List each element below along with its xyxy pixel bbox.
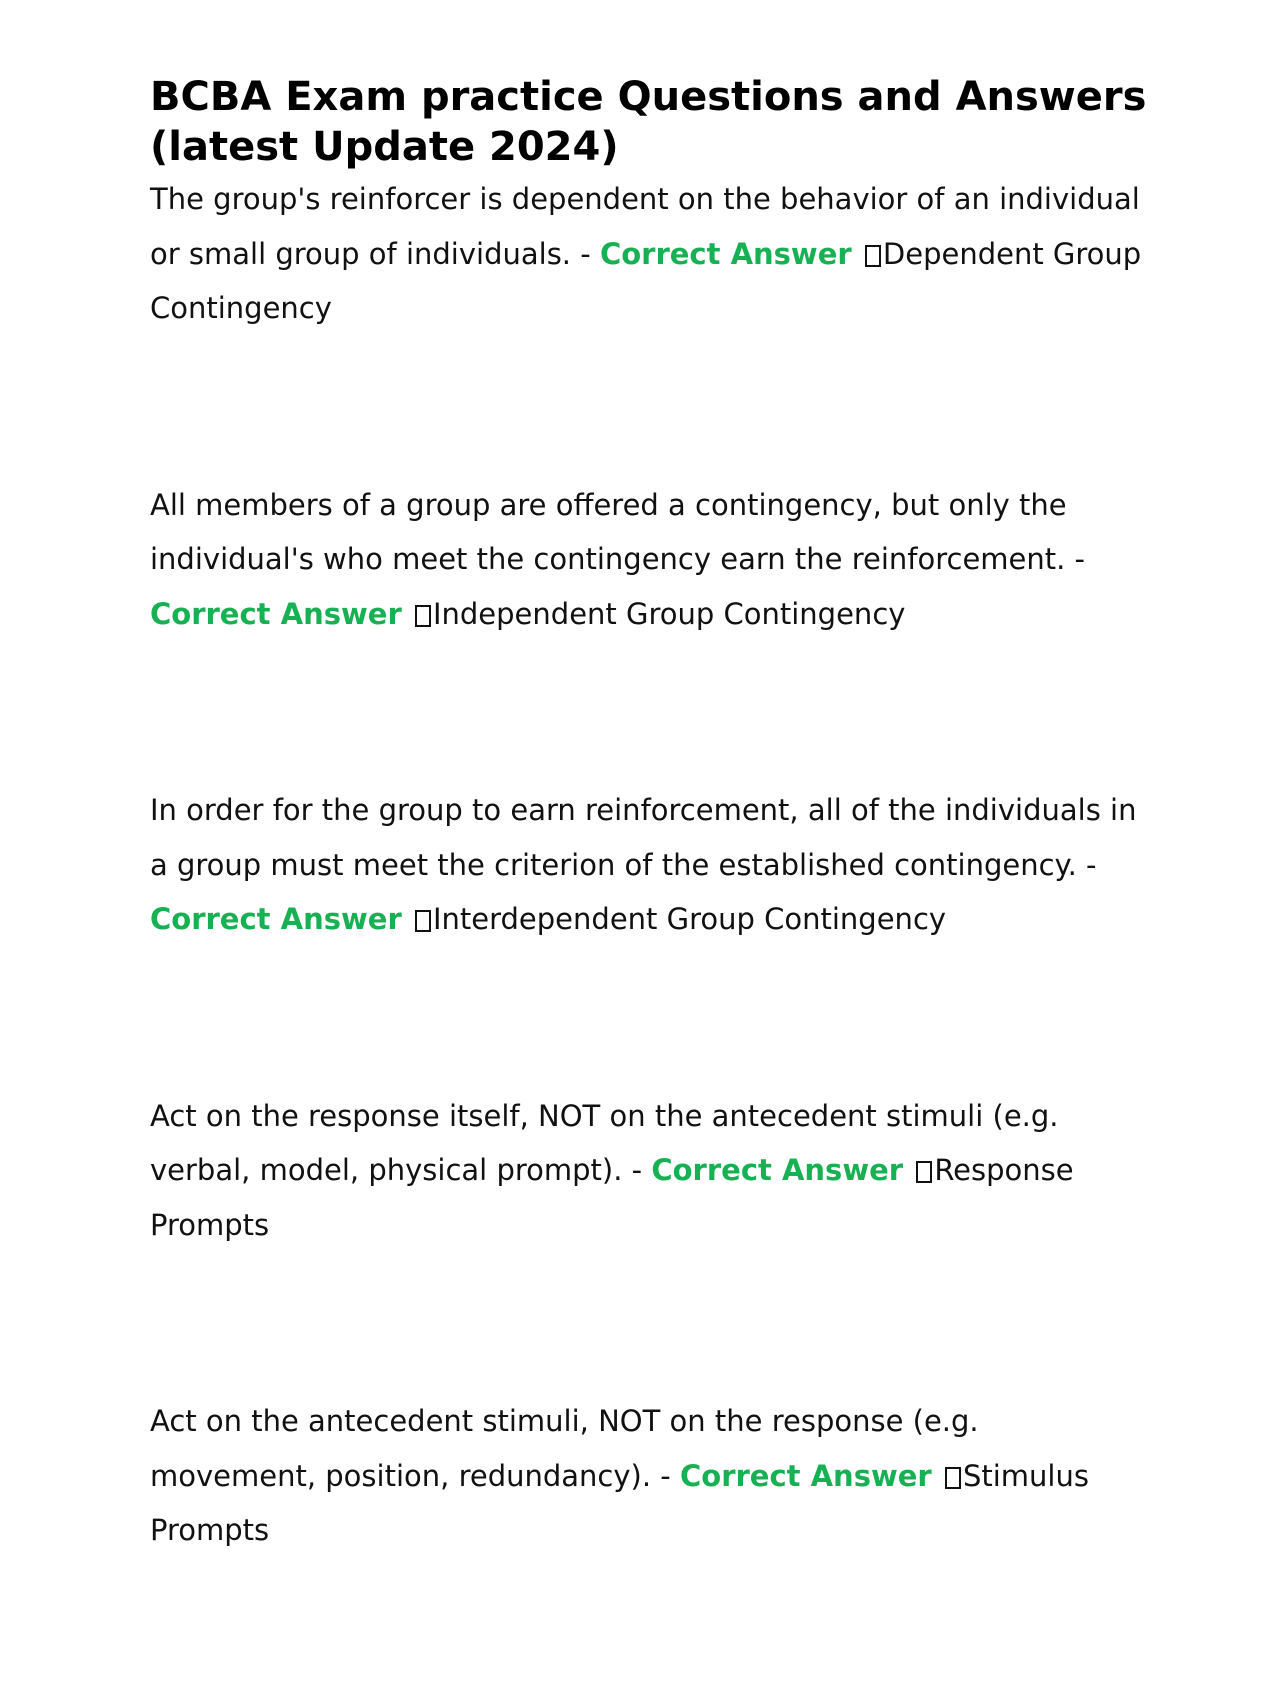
question-text: Act on the antecedent stimuli, NOT on the response (e.g. movement, position, redundancy). - — [150, 1404, 979, 1493]
missing-glyph-icon — [415, 605, 431, 627]
qa-item — [150, 172, 1150, 336]
answer-text: Dependent Group Contingency — [150, 236, 1142, 325]
answer-text: Stimulus Prompts — [150, 1458, 1089, 1547]
question-text: The group's reinforcer is dependent on the behavior of an individual or small group of individuals. - — [150, 182, 1140, 271]
question-text: All members of a group are offered a contingency, but only the individual's who meet the contingency earn the reinforcement. - — [150, 487, 1086, 576]
qa-item — [150, 1394, 1150, 1558]
correct-answer-label: Correct Answer — [651, 1153, 904, 1187]
question-text: Act on the response itself, NOT on the antecedent stimuli (e.g. verbal, model, physical prompt). - — [150, 1098, 1059, 1187]
question-text: In order for the group to earn reinforcement, all of the individuals in a group must meet the criterion of the established contingency. - — [150, 793, 1137, 882]
answer-text: Independent Group Contingency — [432, 596, 906, 631]
missing-glyph-icon — [916, 1161, 932, 1183]
document-title: BCBA Exam practice Questions and Answers (latest Update 2024) — [150, 74, 1147, 170]
missing-glyph-icon — [865, 245, 881, 267]
correct-answer-label: Correct Answer — [150, 596, 402, 631]
qa-item — [150, 478, 1150, 642]
correct-answer-label: Correct Answer — [599, 236, 852, 271]
answer-text: Response Prompts — [150, 1153, 1074, 1242]
correct-answer-label: Correct Answer — [150, 902, 402, 936]
missing-glyph-icon — [415, 910, 431, 932]
qa-item — [150, 783, 1150, 947]
correct-answer-label: Correct Answer — [679, 1458, 932, 1493]
qa-item — [150, 1089, 1150, 1253]
document-page — [150, 72, 1150, 1700]
answer-text: Interdependent Group Contingency — [432, 902, 947, 936]
missing-glyph-icon — [945, 1467, 961, 1489]
